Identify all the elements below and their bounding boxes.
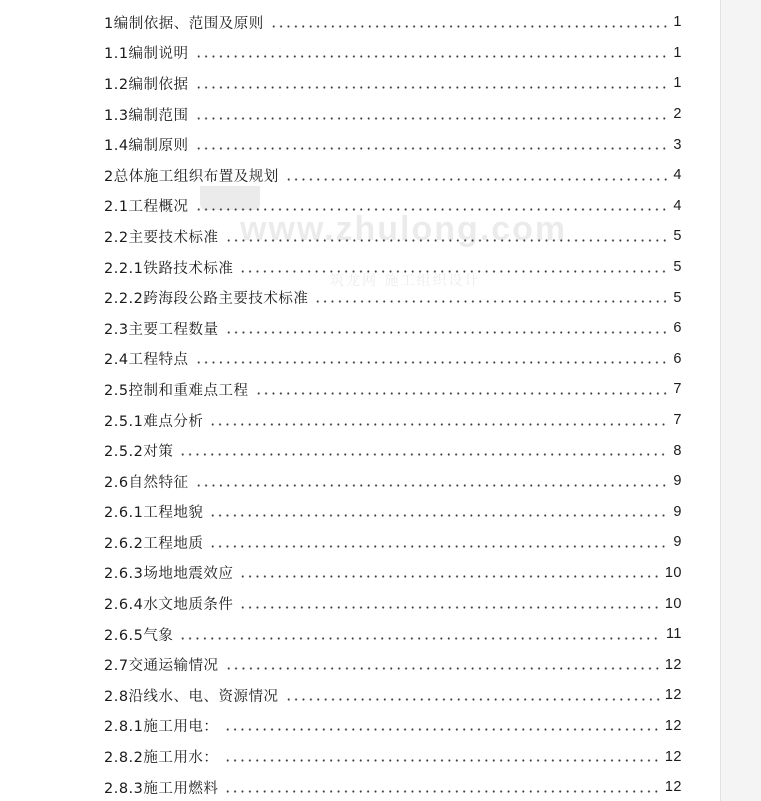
toc-entry[interactable]	[104, 588, 682, 619]
toc-entry-title: 1.2编制依据	[104, 73, 191, 94]
toc-dot-leader	[209, 545, 668, 548]
toc-entry[interactable]	[104, 282, 682, 313]
toc-dot-leader	[209, 514, 668, 517]
toc-dot-leader	[239, 575, 660, 578]
toc-entry-page-number: 11	[665, 626, 682, 643]
toc-entry-title: 2总体施工组织布置及规划	[104, 165, 281, 186]
toc-dot-leader	[209, 423, 668, 426]
toc-entry[interactable]	[104, 558, 682, 589]
toc-dot-leader	[270, 25, 668, 28]
toc-entry[interactable]	[104, 160, 682, 191]
toc-entry-page-number: 9	[673, 503, 682, 520]
toc-entry[interactable]	[104, 772, 682, 801]
toc-entry-title: 2.6.1工程地貌	[104, 501, 205, 522]
toc-entry-title: 2.5.2对策	[104, 440, 175, 461]
toc-entry-page-number: 4	[673, 167, 682, 184]
toc-dot-leader	[195, 55, 668, 58]
toc-entry-title: 2.7交通运输情况	[104, 654, 221, 675]
toc-entry-title: 2.2主要技术标准	[104, 226, 221, 247]
toc-dot-leader	[195, 208, 668, 211]
toc-dot-leader	[195, 86, 668, 89]
toc-entry-title: 2.6自然特征	[104, 471, 191, 492]
toc-dot-leader	[224, 759, 660, 762]
toc-entry-title: 2.8.3施工用燃料	[104, 777, 220, 798]
watermark-sub-text: 筑龙网 施工组织设计	[330, 273, 481, 289]
toc-entry-page-number: 10	[664, 595, 682, 612]
toc-entry-page-number: 7	[673, 412, 682, 429]
toc-entry-title: 2.2.1铁路技术标准	[104, 257, 235, 278]
toc-entry-title: 2.8.2施工用水：	[104, 746, 220, 767]
toc-entry-title: 2.3主要工程数量	[104, 318, 221, 339]
toc-dot-leader	[195, 484, 668, 487]
toc-entry[interactable]	[104, 99, 682, 130]
toc-entry-page-number: 12	[664, 687, 682, 704]
toc-entry-page-number: 9	[673, 534, 682, 551]
toc-entry-page-number: 9	[673, 473, 682, 490]
toc-entry-title: 2.8.1施工用电：	[104, 715, 220, 736]
toc-entry-page-number: 12	[664, 779, 682, 796]
toc-entry-page-number: 4	[673, 197, 682, 214]
toc-entry-page-number: 8	[673, 442, 682, 459]
toc-entry[interactable]	[104, 221, 682, 252]
toc-entry[interactable]	[104, 711, 682, 742]
toc-entry-title: 2.6.4水文地质条件	[104, 593, 235, 614]
toc-entry-title: 1编制依据、范围及原则	[104, 12, 266, 33]
toc-entry[interactable]	[104, 741, 682, 772]
toc-dot-leader	[179, 637, 662, 640]
toc-entry[interactable]	[104, 680, 682, 711]
toc-entry-title: 2.6.3场地地震效应	[104, 562, 235, 583]
toc-entry-page-number: 5	[673, 289, 682, 306]
toc-entry-page-number: 6	[673, 350, 682, 367]
toc-entry-page-number: 2	[673, 106, 682, 123]
toc-entry-page-number: 7	[673, 381, 682, 398]
toc-entry-page-number: 5	[673, 228, 682, 245]
toc-entry[interactable]	[104, 649, 682, 680]
toc-dot-leader	[195, 361, 668, 364]
toc-dot-leader	[225, 667, 661, 670]
viewer-right-gutter	[720, 0, 761, 801]
toc-entry-page-number: 5	[673, 259, 682, 276]
toc-entry[interactable]	[104, 466, 682, 497]
toc-entry-page-number: 12	[664, 717, 682, 734]
toc-entry[interactable]	[104, 435, 682, 466]
toc-entry[interactable]	[104, 7, 682, 38]
toc-entry-page-number: 10	[664, 564, 682, 581]
toc-entry[interactable]	[104, 374, 682, 405]
toc-entry[interactable]	[104, 405, 682, 436]
toc-entry-title: 1.1编制说明	[104, 42, 191, 63]
toc-entry[interactable]	[104, 313, 682, 344]
toc-entry-title: 1.3编制范围	[104, 104, 191, 125]
toc-dot-leader	[225, 239, 668, 242]
toc-entry[interactable]	[104, 497, 682, 528]
toc-entry[interactable]	[104, 68, 682, 99]
toc-dot-leader	[195, 147, 668, 150]
toc-entry-page-number: 1	[673, 44, 682, 61]
watermark-main-text: www.zhulong.com	[240, 210, 568, 248]
toc-entry-title: 2.1工程概况	[104, 195, 191, 216]
toc-entry-page-number: 12	[664, 656, 682, 673]
toc-entry-title: 2.5.1难点分析	[104, 410, 205, 431]
toc-entry-title: 2.2.2跨海段公路主要技术标准	[104, 287, 310, 308]
toc-entry-title: 2.4工程特点	[104, 348, 191, 369]
toc-dot-leader	[224, 728, 660, 731]
toc-dot-leader	[239, 270, 668, 273]
toc-entry-page-number: 6	[673, 320, 682, 337]
toc-entry-title: 1.4编制原则	[104, 134, 191, 155]
toc-dot-leader	[224, 790, 660, 793]
toc-entry[interactable]	[104, 527, 682, 558]
toc-dot-leader	[285, 698, 661, 701]
toc-entry-title: 2.6.5气象	[104, 624, 175, 645]
toc-dot-leader	[314, 300, 668, 303]
toc-entry-page-number: 12	[664, 748, 682, 765]
toc-entry-page-number: 1	[673, 14, 682, 31]
toc-dot-leader	[285, 178, 668, 181]
toc-entry[interactable]	[104, 129, 682, 160]
toc-entry[interactable]	[104, 619, 682, 650]
toc-entry[interactable]	[104, 191, 682, 222]
toc-dot-leader	[255, 392, 668, 395]
toc-entry-page-number: 1	[673, 75, 682, 92]
toc-entry-title: 2.6.2工程地质	[104, 532, 205, 553]
toc-entry[interactable]	[104, 344, 682, 375]
toc-entry-title: 2.5控制和重难点工程	[104, 379, 251, 400]
table-of-contents	[104, 7, 682, 801]
toc-entry-page-number: 3	[673, 136, 682, 153]
toc-dot-leader	[195, 117, 668, 120]
toc-dot-leader	[225, 331, 668, 334]
toc-entry[interactable]	[104, 38, 682, 69]
toc-dot-leader	[239, 606, 660, 609]
toc-dot-leader	[179, 453, 668, 456]
toc-entry-title: 2.8沿线水、电、资源情况	[104, 685, 281, 706]
toc-entry[interactable]	[104, 252, 682, 283]
